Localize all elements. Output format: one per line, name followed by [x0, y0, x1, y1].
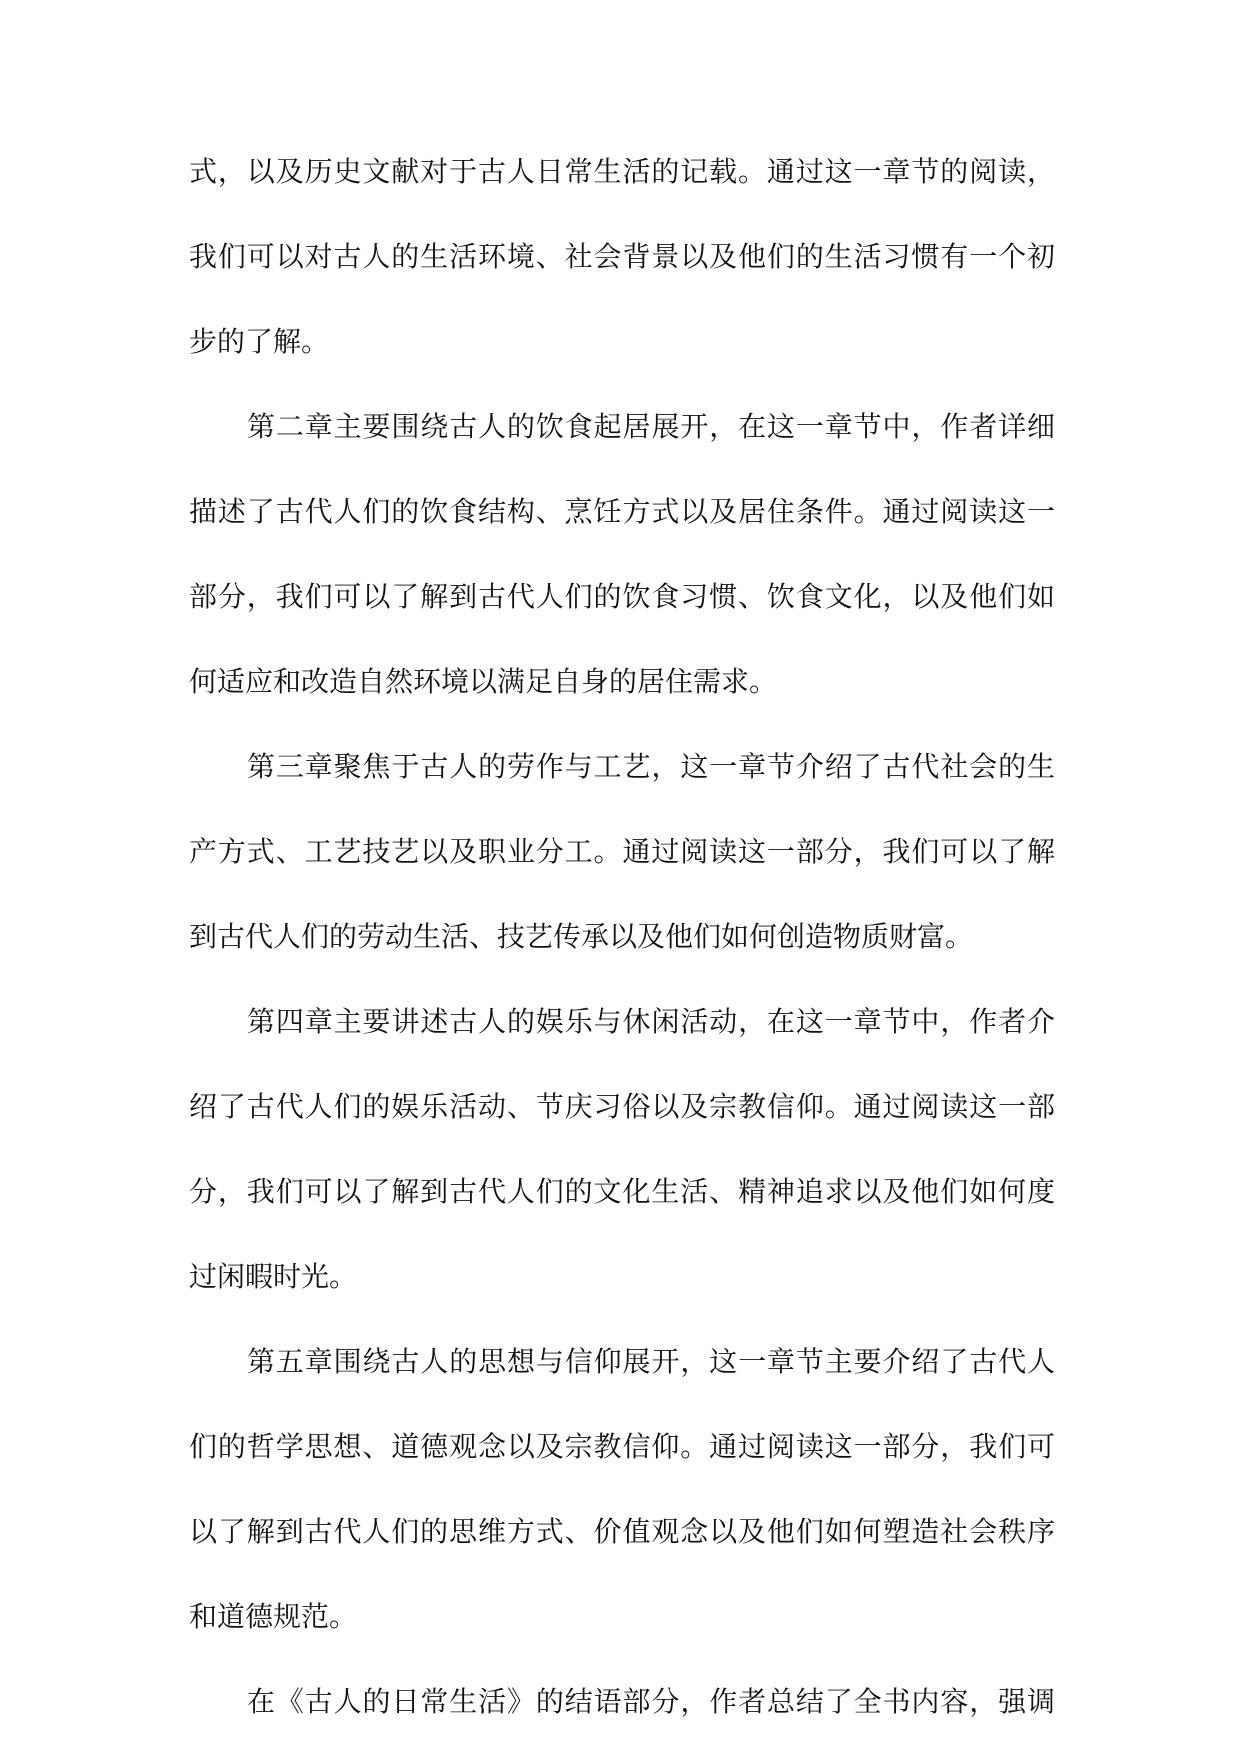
text-line: 和道德规范。: [189, 1600, 358, 1633]
text-line: 部分，我们可以了解到古代人们的饮食习惯、饮食文化，以及他们如: [189, 580, 1055, 613]
body-text: [189, 142, 1055, 1757]
text-line: 步的了解。: [189, 325, 330, 358]
text-line: 以了解到古代人们的思维方式、价值观念以及他们如何塑造社会秩序: [189, 1515, 1055, 1548]
paragraph-start-line: 第二章主要围绕古人的饮食起居展开，在这一章节中，作者详细: [247, 410, 1055, 443]
text-line: 何适应和改造自然环境以满足自身的居住需求。: [189, 665, 778, 698]
text-line: 式，以及历史文献对于古人日常生活的记载。通过这一章节的阅读，: [189, 155, 1055, 188]
text-line: 产方式、工艺技艺以及职业分工。通过阅读这一部分，我们可以了解: [189, 835, 1055, 868]
paragraph-start-line: 第四章主要讲述古人的娱乐与休闲活动，在这一章节中，作者介: [247, 1005, 1055, 1038]
paragraph-start-line: 在《古人的日常生活》的结语部分，作者总结了全书内容，强调: [247, 1685, 1055, 1718]
text-line: 我们可以对古人的生活环境、社会背景以及他们的生活习惯有一个初: [189, 240, 1055, 273]
text-line: 到古代人们的劳动生活、技艺传承以及他们如何创造物质财富。: [189, 920, 974, 953]
paragraph-start-line: 第三章聚焦于古人的劳作与工艺，这一章节介绍了古代社会的生: [247, 750, 1055, 783]
text-line: 分，我们可以了解到古代人们的文化生活、精神追求以及他们如何度: [189, 1175, 1055, 1208]
text-line: 绍了古代人们的娱乐活动、节庆习俗以及宗教信仰。通过阅读这一部: [189, 1090, 1055, 1123]
text-line: 描述了古代人们的饮食结构、烹饪方式以及居住条件。通过阅读这一: [189, 495, 1055, 528]
paragraph-start-line: 第五章围绕古人的思想与信仰展开，这一章节主要介绍了古代人: [247, 1345, 1055, 1378]
text-line: 过闲暇时光。: [189, 1260, 358, 1293]
text-line: 们的哲学思想、道德观念以及宗教信仰。通过阅读这一部分，我们可: [189, 1430, 1055, 1463]
